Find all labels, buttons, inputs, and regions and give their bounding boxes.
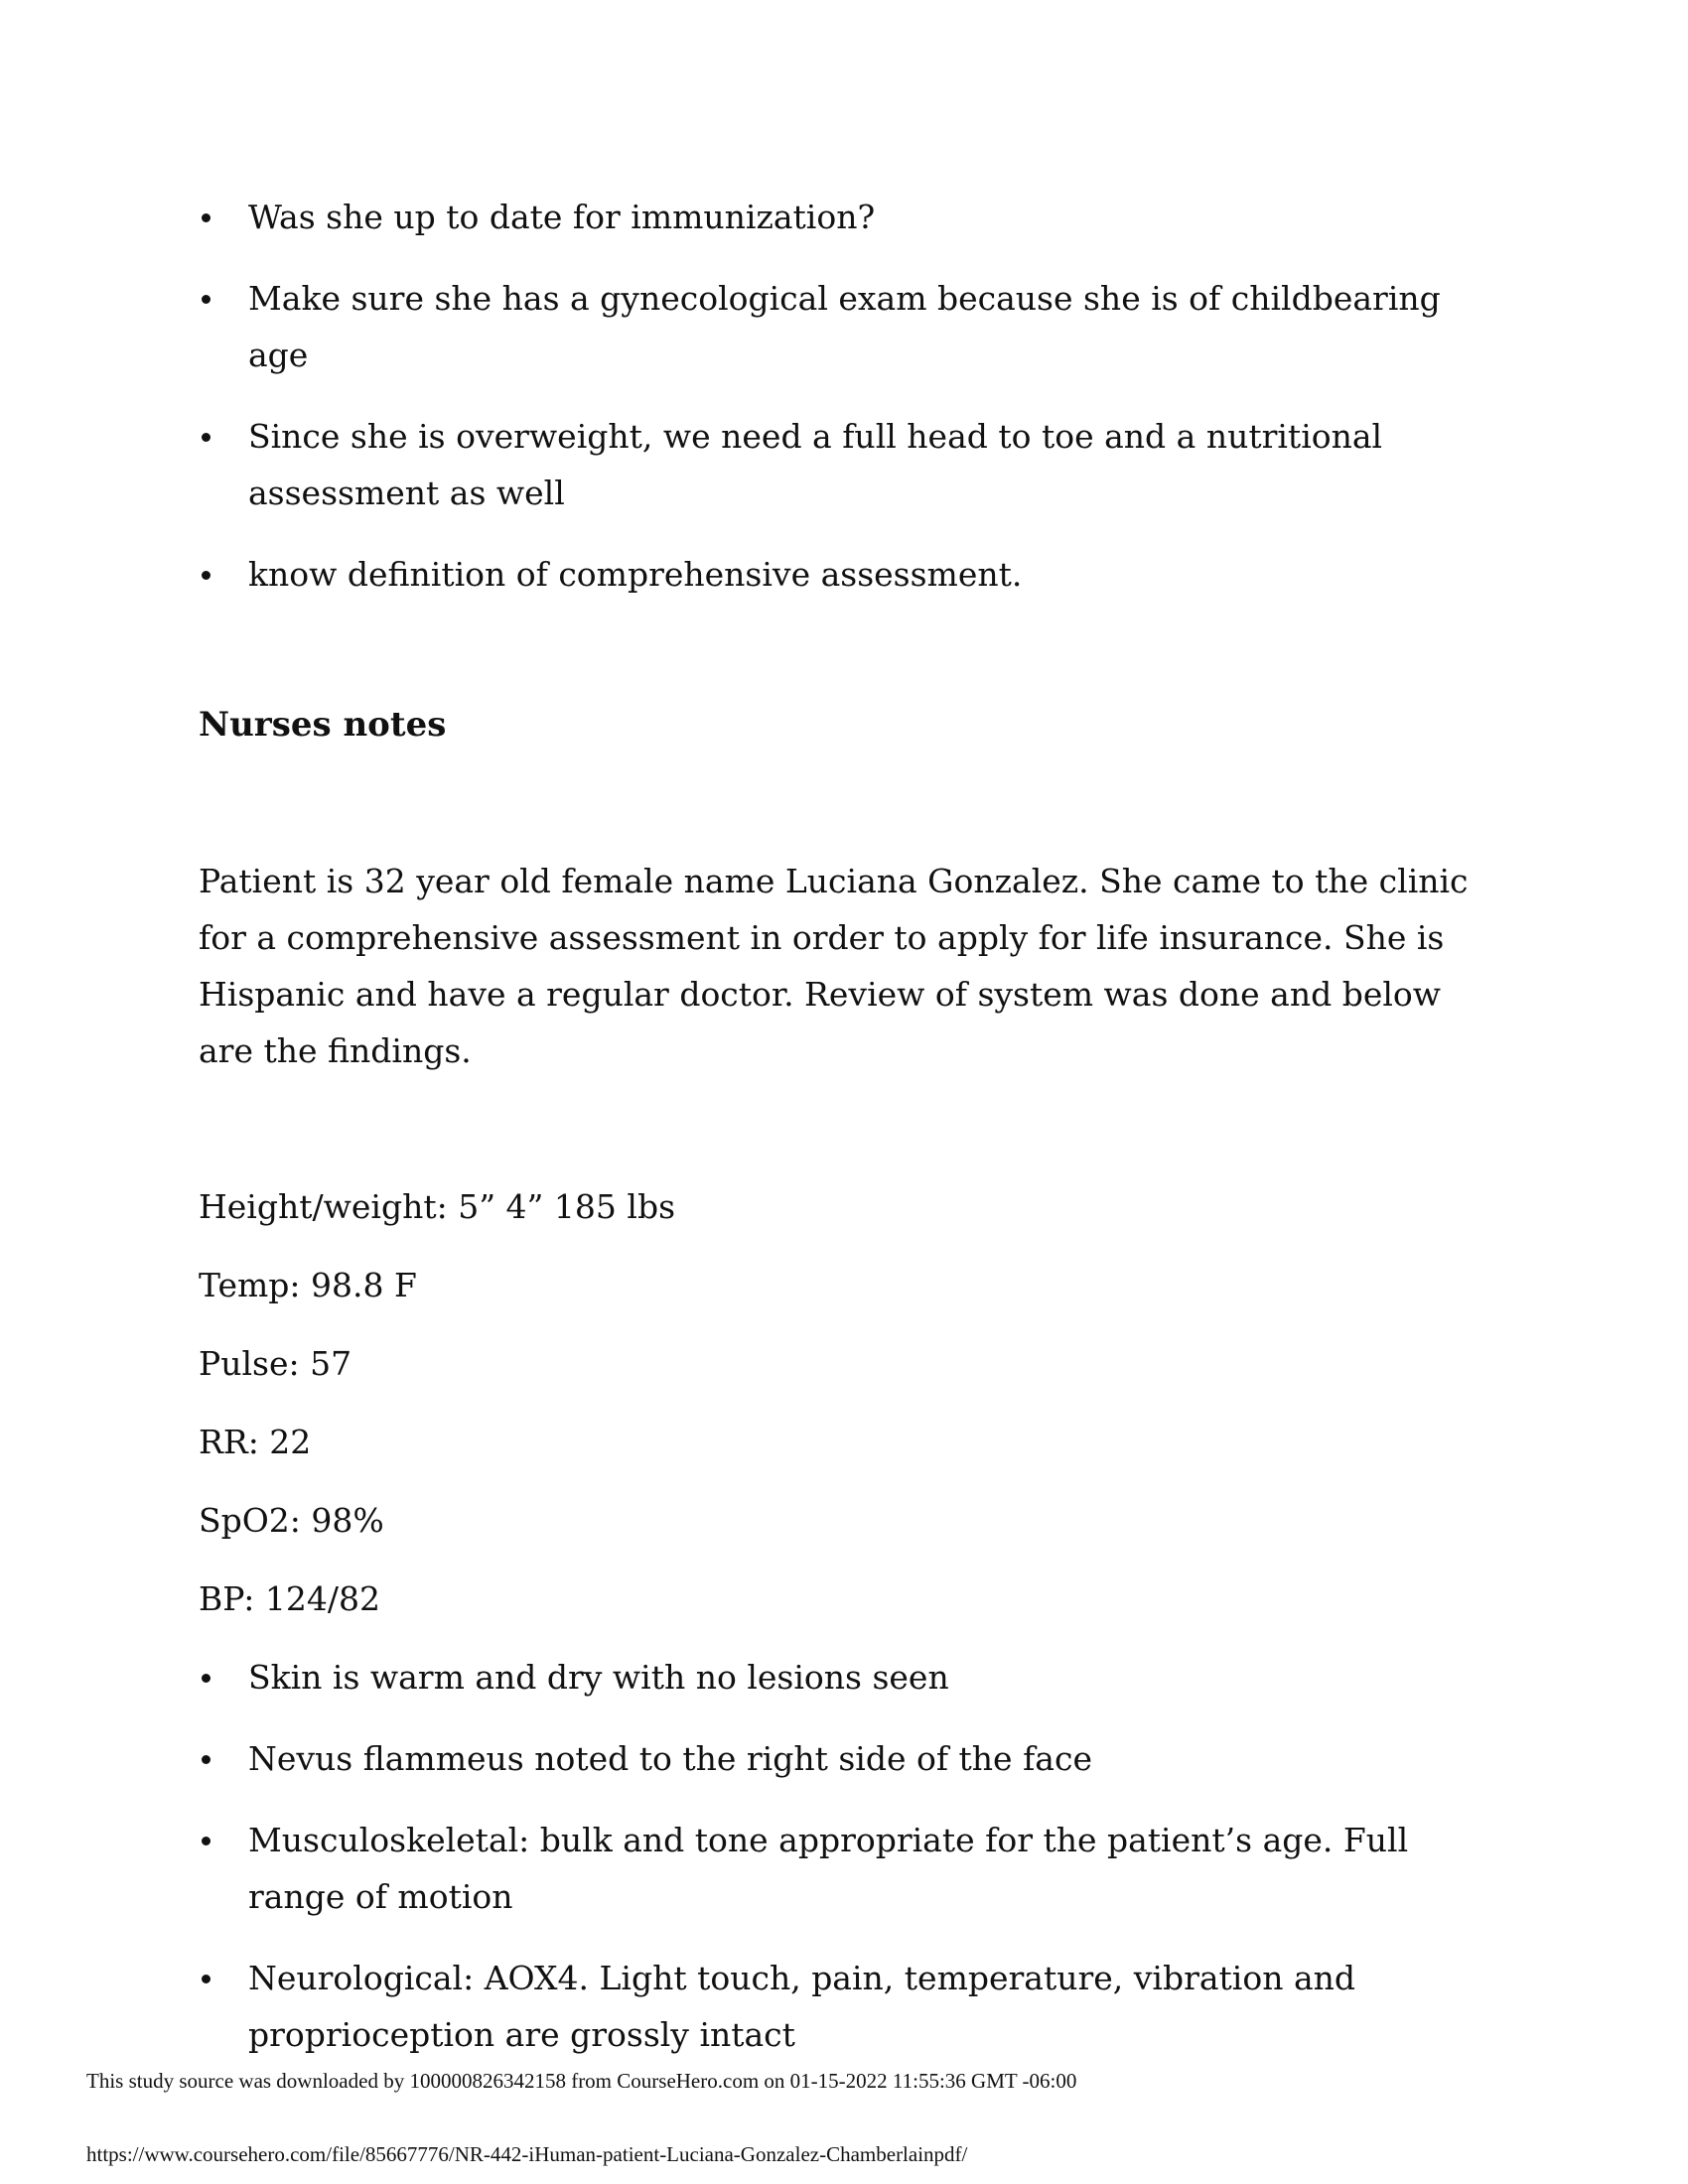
vitals-list — [199, 1178, 1489, 1627]
vital-pulse: Pulse: 57 — [199, 1344, 352, 1383]
list-item: Skin is warm and dry with no lesions seen — [199, 1649, 1489, 1706]
list-item: Was she up to date for immunization? — [199, 189, 1489, 245]
vital-bp: BP: 124/82 — [199, 1579, 380, 1618]
vital-temp: Temp: 98.8 F — [199, 1266, 417, 1304]
section-heading: Nurses notes — [199, 705, 447, 745]
findings-bullet-list — [199, 1649, 1489, 2063]
list-item: know definition of comprehensive assessment. — [199, 546, 1489, 603]
list-item: Since she is overweight, we need a full head to toe and a nutritional assessment as well — [199, 408, 1489, 521]
list-item: Musculoskeletal: bulk and tone appropriate for the patient’s age. Full range of motion — [199, 1812, 1489, 1925]
patient-summary-paragraph: Patient is 32 year old female name Luciana Gonzalez. She came to the clinic for a comprehensive assessment in order to apply for life insurance. She is Hispanic and have a regular doctor. Review of system was done and below are the findings. — [199, 862, 1469, 1070]
vital-height-weight: Height/weight: 5” 4” 185 lbs — [199, 1187, 675, 1226]
list-item: Neurological: AOX4. Light touch, pain, temperature, vibration and proprioception are grossly intact — [199, 1950, 1489, 2063]
intro-bullet-list — [199, 189, 1489, 603]
list-item: Make sure she has a gynecological exam because she is of childbearing age — [199, 270, 1489, 383]
vital-spo2: SpO2: 98% — [199, 1501, 384, 1540]
source-url[interactable]: https://www.coursehero.com/file/85667776/NR-442-iHuman-patient-Luciana-Gonzalez-Chamberlainpdf/ — [86, 2142, 968, 2166]
document-content — [199, 189, 1489, 2088]
download-notice: This study source was downloaded by 100000826342158 from CourseHero.com on 01-15-2022 11:55:36 GMT -06:00 — [86, 2069, 1077, 2093]
list-item: Nevus flammeus noted to the right side of the face — [199, 1730, 1489, 1787]
vital-rr: RR: 22 — [199, 1423, 312, 1461]
